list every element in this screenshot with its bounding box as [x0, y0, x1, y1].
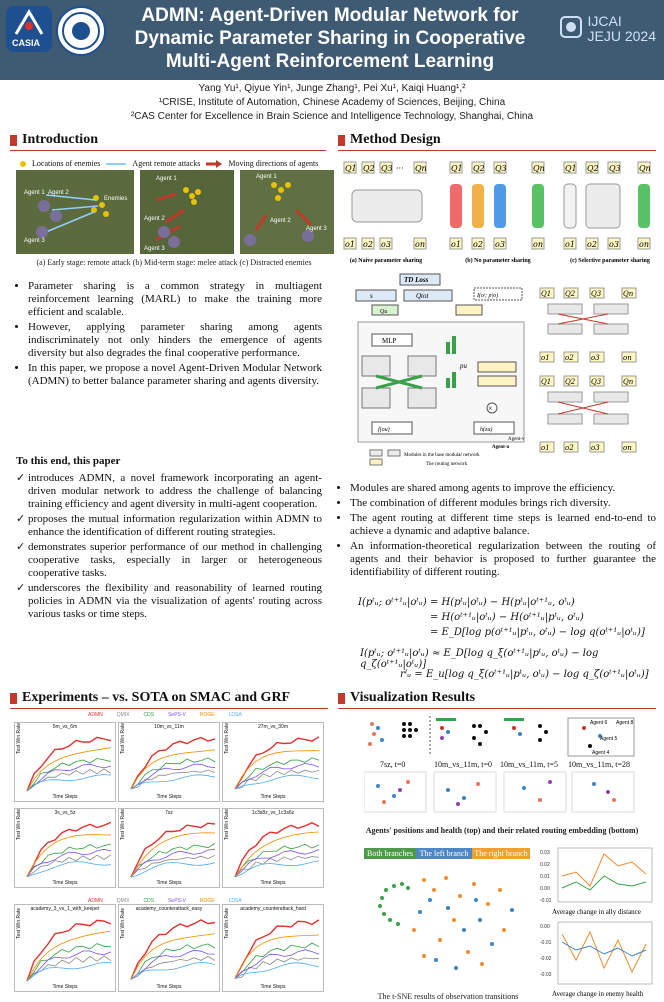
method-bullet-list: [336, 482, 656, 581]
svg-text:f(ou): f(ou): [378, 427, 390, 433]
series-line: [27, 737, 111, 791]
routing-examples-diagram: [538, 286, 658, 458]
plot-title: academy_counterattack_hard: [240, 906, 306, 912]
plot-curves: [119, 809, 219, 887]
label-10m-t28: 10m_vs_11m, t=28: [568, 760, 630, 769]
series-line: [235, 935, 319, 978]
casia-logo-mark-icon: [6, 8, 52, 38]
legend-qmix: QMIX: [116, 712, 130, 718]
svg-text:Agent 8: Agent 8: [616, 720, 634, 726]
panel-a-agent-3: Agent 3: [24, 238, 45, 244]
equation-4: I(pᵗᵤ; oᵗ⁺¹ᵤ|oᵗᵤ) ≈ E_D[log q_ξ(oᵗ⁺¹ᵤ|pᵗᵤ, oᵗᵤ) − log q_ζ(oᵗ⁺¹ᵤ|oᵗᵤ)]: [360, 648, 599, 670]
svg-text:I(oᵗ; p|o): I(oᵗ; p|o): [477, 293, 499, 299]
plot-ylabel: Test Win Rate: [224, 809, 230, 841]
series-line: [131, 957, 215, 980]
legend-seps: SePS-V: [168, 712, 186, 718]
method-title: Method Design: [338, 132, 656, 148]
affiliation-1: ¹CRISE, Institute of Automation, Chinese Academy of Sciences, Beijing, China: [158, 97, 506, 108]
svg-text:Agent 6: Agent 6: [590, 720, 608, 726]
venue-logo: [588, 14, 656, 44]
legend-modules: Modules in the base modular network: [404, 453, 480, 458]
svg-text:Q2: Q2: [565, 378, 576, 386]
intro-figure-caption: (a) Early stage: remote attack (b) Mid-term stage: melee attack (c) Distracted enemies: [36, 258, 312, 267]
plot-ylabel: Test Win Rate: [120, 809, 126, 841]
seal-icon: [58, 8, 104, 54]
equation-2: = H(oᵗ⁺¹ᵤ|oᵗᵤ) − H(oᵗ⁺¹ᵤ|pᵗᵤ, oᵗᵤ): [430, 612, 584, 623]
ally-distance-caption: Average change in ally distance: [552, 908, 641, 916]
positions-10m-t0: [436, 718, 488, 746]
plot-xlabel: Time Steps: [52, 794, 78, 800]
svg-text:0.00: 0.00: [540, 886, 550, 892]
section-divider: [338, 150, 656, 151]
sota-plot: [118, 904, 220, 992]
svg-text:Agent 5: Agent 5: [600, 736, 618, 742]
svg-text:Q2: Q2: [565, 290, 576, 298]
legend-admn: ADMN: [88, 712, 103, 718]
svg-text:0.02: 0.02: [540, 862, 550, 868]
visualization-section: [338, 690, 656, 709]
svg-text:on: on: [623, 444, 632, 452]
plot-ylabel: Test Win Rate: [120, 908, 126, 940]
svg-text:o1: o1: [541, 444, 550, 452]
poster-title: [110, 4, 550, 73]
enemy-health-chart: [538, 920, 656, 1000]
caption-naive: (a) Naive parameter sharing: [349, 258, 423, 264]
svg-text:Q1: Q1: [565, 164, 577, 173]
sota-plot: [118, 808, 220, 888]
plot-curves: [119, 905, 219, 991]
casia-logo: [6, 6, 52, 52]
plot-title: 7sz: [165, 810, 173, 816]
svg-text:o2: o2: [473, 240, 483, 249]
svg-text:Q2: Q2: [473, 164, 485, 173]
plot-ylabel: Test Win Rate: [224, 908, 230, 940]
svg-text:Qn: Qn: [415, 164, 427, 173]
panel-b-agent-1: Agent 1: [156, 176, 177, 182]
legend-cds: CDS: [143, 712, 155, 718]
intro-bullet: • However, applying parameter sharing among agents indiscriminately not only hinders the emergence of agents diversity but also degrades the final cooperative performance.: [28, 321, 322, 360]
svg-text:Q1: Q1: [451, 164, 463, 173]
plot-curves: [15, 905, 115, 991]
legend-moving: Moving directions of agents: [228, 159, 319, 168]
author-list: Yang Yu¹, Qiyue Yin¹, Junge Zhang¹, Pei Xu¹, Kaiqi Huang¹,²: [198, 83, 466, 94]
series-line: [235, 758, 319, 789]
title-line-2: Dynamic Parameter Sharing in Cooperative: [134, 28, 526, 49]
venue-location: JEJU 2024: [587, 28, 656, 44]
plot-title: 27m_vs_30m: [257, 724, 288, 730]
svg-text:pu: pu: [460, 362, 467, 370]
positions-10m-t5: [504, 718, 548, 742]
label-10m-t5: 10m_vs_11m, t=5: [500, 760, 558, 769]
remote-attack-icon: [106, 161, 126, 167]
plot-xlabel: Time Steps: [156, 880, 182, 886]
plot-xlabel: Time Steps: [260, 880, 286, 886]
ijcai-emblem-icon: [558, 14, 584, 40]
svg-text:o3: o3: [495, 240, 505, 249]
caption-none: (b) No parameter sharing: [465, 258, 531, 264]
sharing-schemes-diagram: [338, 160, 658, 270]
experiments-title: Experiments – vs. SOTA on SMAC and GRF: [10, 690, 328, 706]
svg-text:o2: o2: [565, 354, 574, 362]
label-7sz-t0: 7sz, t=0: [380, 760, 406, 769]
svg-text:Qn: Qn: [639, 164, 651, 173]
svg-text:o3: o3: [609, 240, 619, 249]
svg-text:o2: o2: [565, 444, 574, 452]
casia-logo-text: CASIA: [12, 38, 41, 48]
plot-xlabel: Time Steps: [260, 984, 286, 990]
svg-text:-0.01: -0.01: [540, 898, 552, 904]
series-line: [27, 962, 111, 981]
moving-arrow-icon: [206, 160, 222, 168]
q-label-a: Q1: [345, 164, 357, 173]
svg-text:···: ···: [396, 164, 404, 173]
admn-architecture-diagram: [352, 272, 528, 468]
sota-plot: [14, 808, 116, 888]
svg-text:Agent 4: Agent 4: [592, 750, 610, 756]
tsne-caption: The t-SNE results of observation transitions: [377, 992, 519, 1001]
svg-text:o1: o1: [345, 240, 355, 249]
plot-ylabel: Test Win Rate: [16, 723, 22, 755]
svg-text:o3: o3: [591, 354, 600, 362]
series-line: [235, 770, 319, 789]
legend-ldsa: LDSA: [228, 898, 242, 904]
series-line: [235, 775, 319, 789]
plot-title: 1c3s8z_vs_1c3s6z: [251, 810, 295, 816]
panel-b-agent-3: Agent 3: [144, 246, 165, 252]
legend-attacks: Agent remote attacks: [132, 159, 201, 168]
sota-plot: [222, 904, 324, 992]
svg-text:o1: o1: [451, 240, 461, 249]
legend-ldsa: LDSA: [228, 712, 242, 718]
positions-10m-t28: [568, 718, 634, 756]
svg-text:0.03: 0.03: [540, 850, 550, 856]
sota-plot: [118, 722, 220, 802]
series-line: [131, 833, 215, 877]
svg-text:on: on: [623, 354, 632, 362]
svg-text:h(zu): h(zu): [480, 427, 493, 433]
intro-bullet: • In this paper, we propose a novel Agent-Driven Modular Network (ADMN) to better balance parameter sharing and agents diversity.: [28, 362, 322, 388]
series-line: [131, 950, 215, 979]
series-line: [27, 844, 111, 877]
legend-roge: ROGE: [199, 898, 215, 904]
venue-name: IJCAI: [587, 13, 622, 29]
svg-text:o2: o2: [587, 240, 597, 249]
series-line: [27, 944, 111, 981]
legend-enemies: Locations of enemies: [32, 159, 101, 168]
plot-title: academy_counterattack_easy: [135, 906, 203, 912]
sota-legend-top: [88, 712, 242, 718]
svg-text:Qu: Qu: [380, 309, 388, 315]
svg-text:o3: o3: [591, 444, 600, 452]
sota-legend-bottom: [88, 898, 242, 904]
equation-3: = E_D[log p(oᵗ⁺¹ᵤ|pᵗᵤ, oᵗᵤ) − log q(oᵗ⁺¹ᵤ|oᵗᵤ)]: [430, 627, 645, 638]
svg-text:Q3: Q3: [495, 164, 507, 173]
svg-text:Q3: Q3: [591, 378, 602, 386]
contribution-item: ✓ proposes the mutual information regularization within ADMN to enhance the identification of different routing strategies.: [28, 513, 322, 539]
sota-plot: [222, 722, 324, 802]
svg-text:o1: o1: [565, 240, 575, 249]
routing-example-2: [540, 376, 636, 452]
enemy-dot-icon: [20, 161, 26, 167]
contribution-item: ✓ introduces ADMN, a novel framework incorporating an agent-driven modular network to address the challenge of balancing training efficiency and agent diversity in multi-agent cooperation.: [28, 472, 322, 511]
scheme-naive: [344, 162, 427, 249]
svg-text:o2: o2: [363, 240, 373, 249]
contribution-list: [14, 472, 322, 623]
tsne-head-right: The right branch: [472, 848, 530, 859]
series-line: [235, 823, 319, 877]
positions-7sz: [368, 722, 418, 746]
cas-seal-logo: [56, 6, 106, 56]
panel-c-agent-3: Agent 3: [306, 226, 327, 232]
plot-title: 10m_vs_11m: [154, 724, 184, 730]
caption-selective: (c) Selective parameter sharing: [570, 258, 650, 264]
svg-text:Q2: Q2: [363, 164, 375, 173]
panel-a-agent-1: Agent 1: [24, 190, 45, 196]
series-line: [27, 822, 111, 876]
contribution-item: ✓ demonstrates superior performance of our method in challenging cooperative tasks, especially in larger or heterogeneous cooperative tasks.: [28, 541, 322, 580]
series-line: [27, 748, 111, 791]
section-divider: [10, 708, 328, 709]
plot-title: academy_3_vs_1_with_keeper: [30, 906, 100, 912]
panel-a-enemies: Enemies: [104, 196, 128, 202]
intro-bullet-list: [14, 280, 322, 390]
label-10m-t0: 10m_vs_11m, t=0: [434, 760, 492, 769]
panel-a-agent-2: Agent 2: [48, 190, 69, 196]
svg-text:s: s: [370, 292, 373, 300]
svg-text:Q3: Q3: [609, 164, 621, 173]
legend-seps: SePS-V: [168, 898, 186, 904]
series-line: [27, 775, 111, 791]
equation-5: rᴵᵤ = E_u[log q_ξ(oᵗ⁺¹ᵤ|pᵗᵤ, oᵗᵤ) − log q_ζ(oᵗ⁺¹ᵤ|oᵗᵤ)]: [400, 669, 649, 680]
title-line-3: Multi-Agent Reinforcement Learning: [165, 51, 495, 72]
svg-text:Q1: Q1: [541, 378, 552, 386]
plot-curves: [15, 809, 115, 887]
intro-game-screenshots: [16, 170, 334, 254]
plot-title: 5m_vs_6m: [52, 724, 78, 730]
series-line: [27, 931, 111, 981]
panel-b-agent-2: Agent 2: [144, 216, 165, 222]
plot-xlabel: Time Steps: [156, 794, 182, 800]
plot-curves: [15, 723, 115, 801]
routing-caption: Agents' positions and health (top) and their related routing embedding (bottom): [365, 826, 639, 835]
legend-admn: ADMN: [88, 898, 103, 904]
svg-text:Agent-u: Agent-u: [492, 445, 510, 450]
scheme-selective: [564, 162, 651, 249]
svg-text:-0.01: -0.01: [540, 940, 552, 946]
introduction-section: [10, 132, 326, 151]
affiliation-2: ²CAS Center for Excellence in Brain Science and Intelligence Technology, Shanghai, China: [130, 111, 534, 122]
plot-curves: [223, 809, 323, 887]
equation-1: I(pᵗᵤ; oᵗ⁺¹ᵤ|oᵗᵤ) = H(pᵗᵤ|oᵗᵤ) − H(pᵗᵤ|oᵗ⁺¹ᵤ, oᵗᵤ): [358, 597, 575, 608]
panel-c-agent-1: Agent 1: [256, 174, 277, 180]
series-line: [131, 862, 215, 877]
svg-text:on: on: [415, 240, 425, 249]
method-bullet: • The combination of different modules brings rich diversity.: [350, 497, 656, 510]
routing-example-1: [540, 288, 636, 362]
tsne-head-both: Both branches: [364, 848, 416, 859]
legend-qmix: QMIX: [116, 898, 130, 904]
poster-header: [0, 0, 664, 130]
plot-xlabel: Time Steps: [52, 984, 78, 990]
plot-ylabel: Test Win Rate: [224, 723, 230, 755]
td-loss-label: TD Loss: [404, 276, 429, 284]
series-line: [235, 861, 319, 877]
sota-plot: [14, 904, 116, 992]
svg-text:Qn: Qn: [623, 378, 634, 386]
tsne-head-left: The left branch: [416, 848, 472, 859]
plot-xlabel: Time Steps: [52, 880, 78, 886]
svg-text:Qn: Qn: [623, 290, 634, 298]
svg-text:o1: o1: [541, 354, 550, 362]
legend-routing: The routing network: [426, 462, 468, 467]
svg-text:0.01: 0.01: [540, 874, 550, 880]
author-block: [0, 82, 664, 124]
series-line: [131, 770, 215, 789]
routing-embeddings: [364, 772, 634, 812]
svg-text:on: on: [533, 240, 543, 249]
svg-text:on: on: [639, 240, 649, 249]
series-line: [235, 844, 319, 877]
plot-xlabel: Time Steps: [260, 794, 286, 800]
intro-bullet: • Parameter sharing is a common strategy in multiagent reinforcement learning (MARL) to make the training more efficient and scalable.: [28, 280, 322, 319]
scheme-none: [450, 162, 545, 249]
svg-text:Q3: Q3: [591, 290, 602, 298]
svg-text:Q3: Q3: [381, 164, 393, 173]
enemy-health-caption: Average change in enemy health: [552, 990, 644, 998]
series-line: [235, 751, 319, 789]
intro-figure-legend: [20, 159, 330, 168]
plot-xlabel: Time Steps: [156, 984, 182, 990]
svg-text:Q1: Q1: [541, 290, 552, 298]
svg-text:Q2: Q2: [587, 164, 599, 173]
svg-text:o3: o3: [381, 240, 391, 249]
plot-ylabel: Test Win Rate: [16, 908, 22, 940]
series-line: [27, 855, 111, 877]
legend-roge: ROGE: [199, 712, 215, 718]
svg-text:×: ×: [488, 404, 493, 413]
method-bullet: • An information-theoretical regularization between the routing of agents and their behavior is proposed to further guarantee the identifiability of different routing.: [350, 540, 656, 579]
plot-curves: [119, 723, 219, 801]
svg-text:-0.03: -0.03: [540, 972, 552, 978]
plot-ylabel: Test Win Rate: [16, 809, 22, 841]
tsne-scatter: [364, 860, 530, 990]
sota-plot: [222, 808, 324, 888]
sota-plot: [14, 722, 116, 802]
section-divider: [338, 708, 656, 709]
ally-distance-chart: [538, 846, 656, 918]
series-line: [131, 962, 215, 979]
experiments-section: [10, 690, 328, 709]
panel-c-agent-2: Agent 2: [270, 218, 291, 224]
plot-curves: [223, 723, 323, 801]
series-line: [235, 958, 319, 979]
svg-text:MLP: MLP: [382, 337, 397, 345]
plot-curves: [223, 905, 323, 991]
method-bullet: • The agent routing at different time steps is learned end-to-end to achieve a dynamic and adaptive balance.: [350, 512, 656, 538]
svg-text:Qn: Qn: [533, 164, 545, 173]
screenshot-mid-stage: [140, 170, 234, 254]
svg-text:-0.02: -0.02: [540, 956, 552, 962]
svg-text:Agent-v: Agent-v: [508, 437, 525, 442]
svg-text:0.00: 0.00: [540, 924, 550, 930]
title-line-1: ADMN: Agent-Driven Modular Network for: [141, 5, 519, 26]
plot-title: 3s_vs_5z: [54, 810, 76, 816]
visualization-title: Visualization Results: [338, 690, 656, 706]
method-section: [338, 132, 656, 151]
contribution-item: ✓ underscores the flexibility and reasonability of learned routing policies in ADMN via the visualization of agents' routing across various tasks or time steps.: [28, 582, 322, 621]
svg-text:Qtot: Qtot: [416, 292, 429, 300]
contributions-heading: To this end, this paper: [16, 455, 121, 467]
introduction-title: Introduction: [10, 132, 326, 148]
method-bullet: • Modules are shared among agents to improve the efficiency.: [350, 482, 656, 495]
plot-ylabel: Test Win Rate: [120, 723, 126, 755]
legend-cds: CDS: [143, 898, 155, 904]
section-divider: [10, 150, 326, 151]
